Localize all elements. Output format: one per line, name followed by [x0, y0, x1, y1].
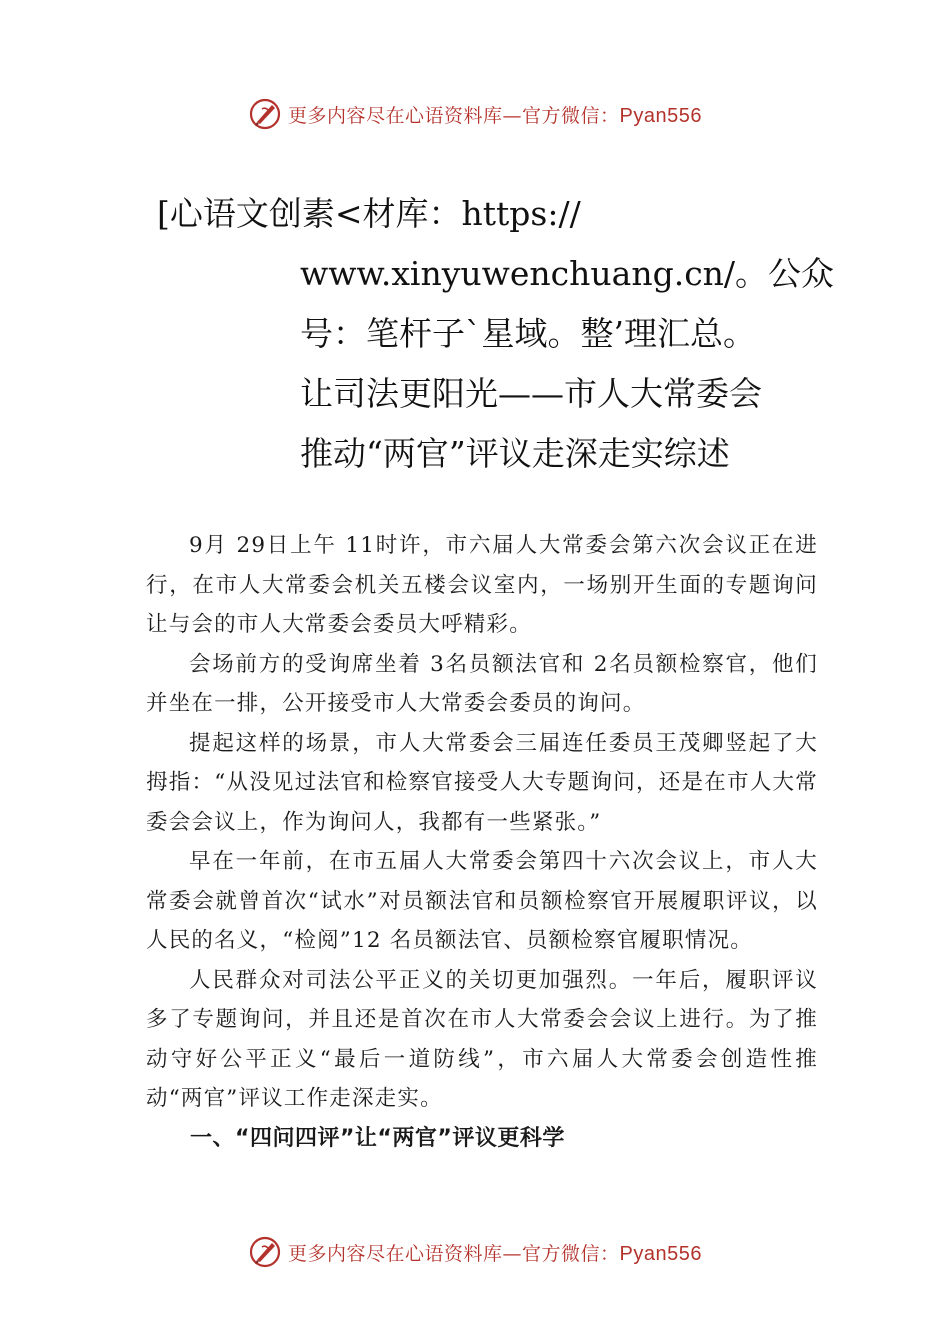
paragraph-2: 会场前方的受询席坐着 3名员额法官和 2名员额检察官，他们并坐在一排，公开接受市人大常委会委员的询问。: [146, 651, 818, 716]
paragraph-1: 9月 29日上午 11时许，市六届人大常委会第六次会议正在进行，在市人大常委会机关五楼会议室内，一场别开生面的专题询问让与会的市人大常委会委员大呼精彩。: [146, 533, 818, 637]
banner-wechat-label: 官方微信：: [522, 104, 620, 127]
banner-dash: —: [502, 1242, 523, 1265]
paragraph-5: 人民群众对司法公平正义的关切更加强烈。一年后，履职评议多了专题询问，并且还是首次在市人大常委会会议上进行。为了推动守好公平正义“最后一道防线”，市六届人大常委会创造性推动“两官”评议工作走深走实。: [146, 967, 818, 1111]
banner-wechat-id: Pyan556: [619, 104, 702, 127]
document-body: [146, 526, 818, 1158]
section-heading: 一、“四问四评”让“两官”评议更科学: [190, 1125, 565, 1151]
quill-pen-logo-icon: [248, 1235, 282, 1269]
banner-dash: —: [502, 104, 523, 127]
paragraph-3: 提起这样的场景，市人大常委会三届连任委员王茂卿竖起了大拇指：“从没见过法官和检察官接受人大专题询问，还是在市人大常委会会议上，作为询问人，我都有一些紧张。”: [146, 730, 818, 835]
title-line-3: 号：笔杆子`星域。整’理汇总。: [300, 314, 756, 353]
banner-wechat-id: Pyan556: [619, 1242, 702, 1265]
quill-pen-logo-icon: [248, 97, 282, 131]
title-line-1: [心语文创素<材库：https://: [157, 194, 581, 233]
banner-main-text: 更多内容尽在心语资料库: [288, 1242, 503, 1265]
banner-text: [288, 101, 702, 128]
title-line-2: www.xinyuwenchuang.cn/。公众: [300, 254, 835, 293]
banner-text: [288, 1239, 702, 1266]
banner-main-text: 更多内容尽在心语资料库: [288, 104, 503, 127]
banner-wechat-label: 官方微信：: [522, 1242, 620, 1265]
header-banner: [0, 94, 950, 134]
footer-banner: [0, 1232, 950, 1272]
title-line-5: 推动“两官”评议走深走实综述: [300, 434, 730, 473]
paragraph-4: 早在一年前，在市五届人大常委会第四十六次会议上，市人大常委会就曾首次“试水”对员额法官和员额检察官开展履职评议，以人民的名义，“检阅”12 名员额法官、员额检察官履职情况。: [146, 849, 818, 953]
title-line-4: 让司法更阳光——市人大常委会: [300, 374, 762, 413]
